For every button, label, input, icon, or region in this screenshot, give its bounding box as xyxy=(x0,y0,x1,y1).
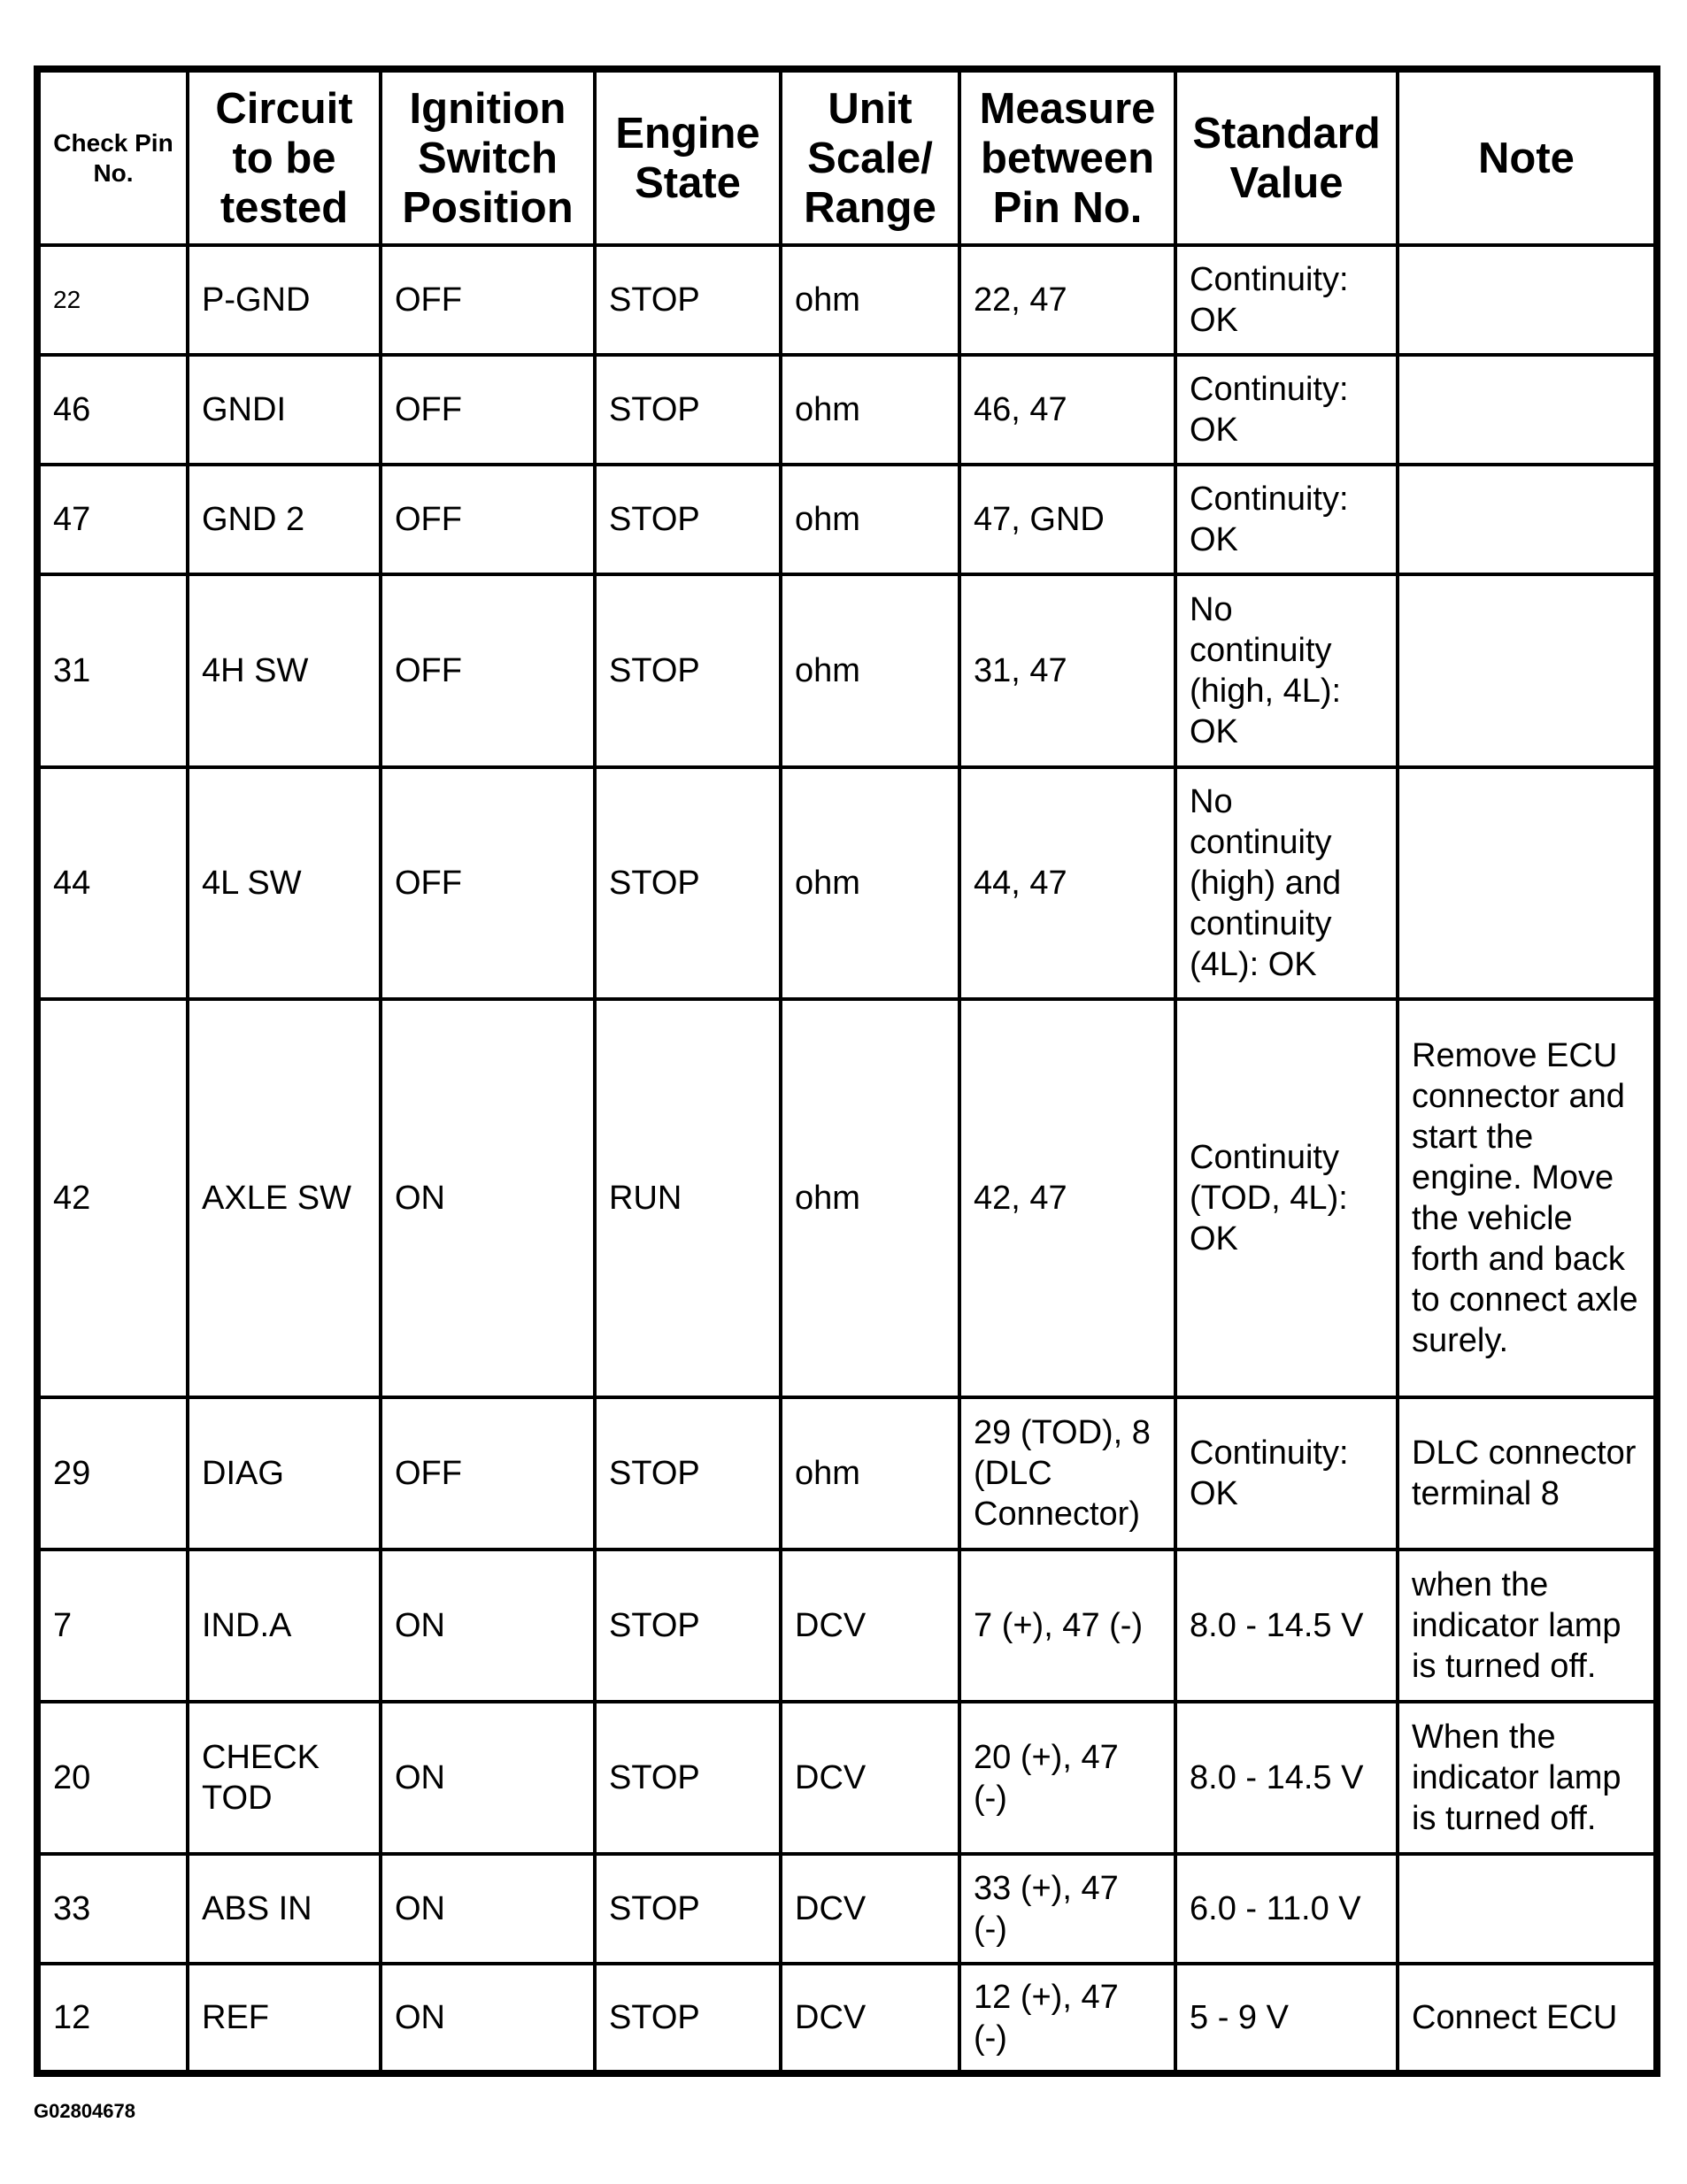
cell-standard-value: No continuity (high, 4L): OK xyxy=(1175,574,1398,767)
cell-measure: 47, GND xyxy=(959,465,1175,574)
cell-standard-value: No continuity (high) and continuity (4L): OK xyxy=(1175,767,1398,999)
cell-note xyxy=(1398,1854,1657,1964)
cell-note xyxy=(1398,465,1657,574)
specification-sheet xyxy=(34,65,1653,2077)
table-row xyxy=(37,574,1657,767)
cell-unit: DCV xyxy=(781,1854,959,1964)
figure-id: G02804678 xyxy=(34,2100,135,2122)
cell-measure: 7 (+), 47 (-) xyxy=(959,1550,1175,1702)
cell-standard-value: Continuity: OK xyxy=(1175,1397,1398,1550)
cell-standard-value: 5 - 9 V xyxy=(1175,1964,1398,2073)
cell-unit: DCV xyxy=(781,1964,959,2073)
cell-unit: DCV xyxy=(781,1702,959,1854)
cell-circuit: AXLE SW xyxy=(188,999,381,1397)
cell-ignition: ON xyxy=(381,1702,595,1854)
cell-standard-value: 8.0 - 14.5 V xyxy=(1175,1702,1398,1854)
header-engine-state: Engine State xyxy=(595,69,781,245)
cell-engine-state: STOP xyxy=(595,767,781,999)
cell-pin: 33 xyxy=(37,1854,188,1964)
cell-unit: ohm xyxy=(781,574,959,767)
cell-ignition: OFF xyxy=(381,465,595,574)
table-row xyxy=(37,355,1657,465)
cell-standard-value: Continuity: OK xyxy=(1175,245,1398,355)
cell-engine-state: STOP xyxy=(595,1550,781,1702)
cell-note xyxy=(1398,245,1657,355)
table-row xyxy=(37,465,1657,574)
cell-circuit: DIAG xyxy=(188,1397,381,1550)
cell-measure: 20 (+), 47 (-) xyxy=(959,1702,1175,1854)
cell-circuit: CHECK TOD xyxy=(188,1702,381,1854)
cell-unit: ohm xyxy=(781,767,959,999)
cell-pin: 31 xyxy=(37,574,188,767)
cell-engine-state: STOP xyxy=(595,245,781,355)
cell-circuit: ABS IN xyxy=(188,1854,381,1964)
table-row xyxy=(37,1550,1657,1702)
table-row xyxy=(37,1702,1657,1854)
cell-circuit: REF xyxy=(188,1964,381,2073)
table-row xyxy=(37,1397,1657,1550)
cell-note: DLC connector terminal 8 xyxy=(1398,1397,1657,1550)
cell-unit: DCV xyxy=(781,1550,959,1702)
header-standard-value: Standard Value xyxy=(1175,69,1398,245)
cell-pin: 42 xyxy=(37,999,188,1397)
cell-pin: 12 xyxy=(37,1964,188,2073)
cell-engine-state: STOP xyxy=(595,1964,781,2073)
cell-engine-state: STOP xyxy=(595,465,781,574)
cell-unit: ohm xyxy=(781,355,959,465)
cell-circuit: IND.A xyxy=(188,1550,381,1702)
cell-note: Remove ECU connector and start the engine. Move the vehicle forth and back to connect axle surely. xyxy=(1398,999,1657,1397)
cell-standard-value: Continuity: OK xyxy=(1175,355,1398,465)
cell-ignition: OFF xyxy=(381,1397,595,1550)
cell-engine-state: STOP xyxy=(595,1854,781,1964)
cell-standard-value: 8.0 - 14.5 V xyxy=(1175,1550,1398,1702)
cell-pin: 7 xyxy=(37,1550,188,1702)
cell-measure: 42, 47 xyxy=(959,999,1175,1397)
cell-note: When the indicator lamp is turned off. xyxy=(1398,1702,1657,1854)
cell-note: when the indicator lamp is turned off. xyxy=(1398,1550,1657,1702)
header-ignition: Ignition Switch Position xyxy=(381,69,595,245)
cell-engine-state: STOP xyxy=(595,355,781,465)
cell-ignition: ON xyxy=(381,999,595,1397)
header-circuit: Circuit to be tested xyxy=(188,69,381,245)
cell-unit: ohm xyxy=(781,465,959,574)
cell-ignition: ON xyxy=(381,1550,595,1702)
cell-engine-state: STOP xyxy=(595,1397,781,1550)
cell-ignition: OFF xyxy=(381,574,595,767)
cell-ignition: ON xyxy=(381,1964,595,2073)
table-row xyxy=(37,1964,1657,2073)
cell-unit: ohm xyxy=(781,245,959,355)
cell-ignition: OFF xyxy=(381,245,595,355)
cell-engine-state: STOP xyxy=(595,574,781,767)
cell-measure: 33 (+), 47 (-) xyxy=(959,1854,1175,1964)
cell-pin: 29 xyxy=(37,1397,188,1550)
cell-circuit: GND 2 xyxy=(188,465,381,574)
table-row xyxy=(37,1854,1657,1964)
cell-ignition: OFF xyxy=(381,767,595,999)
cell-pin: 20 xyxy=(37,1702,188,1854)
cell-engine-state: RUN xyxy=(595,999,781,1397)
header-note: Note xyxy=(1398,69,1657,245)
cell-unit: ohm xyxy=(781,1397,959,1550)
cell-unit: ohm xyxy=(781,999,959,1397)
table-row xyxy=(37,767,1657,999)
header-row xyxy=(37,69,1657,245)
cell-circuit: 4L SW xyxy=(188,767,381,999)
cell-standard-value: Continuity (TOD, 4L): OK xyxy=(1175,999,1398,1397)
cell-pin: 47 xyxy=(37,465,188,574)
table-row xyxy=(37,245,1657,355)
cell-circuit: P-GND xyxy=(188,245,381,355)
header-unit: Unit Scale/ Range xyxy=(781,69,959,245)
cell-note xyxy=(1398,355,1657,465)
cell-engine-state: STOP xyxy=(595,1702,781,1854)
cell-note: Connect ECU xyxy=(1398,1964,1657,2073)
pin-check-table xyxy=(34,65,1660,2077)
cell-circuit: 4H SW xyxy=(188,574,381,767)
cell-note xyxy=(1398,767,1657,999)
cell-note xyxy=(1398,574,1657,767)
cell-measure: 44, 47 xyxy=(959,767,1175,999)
cell-standard-value: Continuity: OK xyxy=(1175,465,1398,574)
cell-measure: 22, 47 xyxy=(959,245,1175,355)
header-check-pin: Check Pin No. xyxy=(37,69,188,245)
cell-standard-value: 6.0 - 11.0 V xyxy=(1175,1854,1398,1964)
cell-pin: 22 xyxy=(37,245,188,355)
cell-ignition: OFF xyxy=(381,355,595,465)
cell-measure: 12 (+), 47 (-) xyxy=(959,1964,1175,2073)
cell-pin: 46 xyxy=(37,355,188,465)
cell-pin: 44 xyxy=(37,767,188,999)
header-measure: Measure between Pin No. xyxy=(959,69,1175,245)
table-row xyxy=(37,999,1657,1397)
cell-ignition: ON xyxy=(381,1854,595,1964)
cell-measure: 31, 47 xyxy=(959,574,1175,767)
cell-measure: 46, 47 xyxy=(959,355,1175,465)
cell-measure: 29 (TOD), 8 (DLC Connector) xyxy=(959,1397,1175,1550)
cell-circuit: GNDI xyxy=(188,355,381,465)
